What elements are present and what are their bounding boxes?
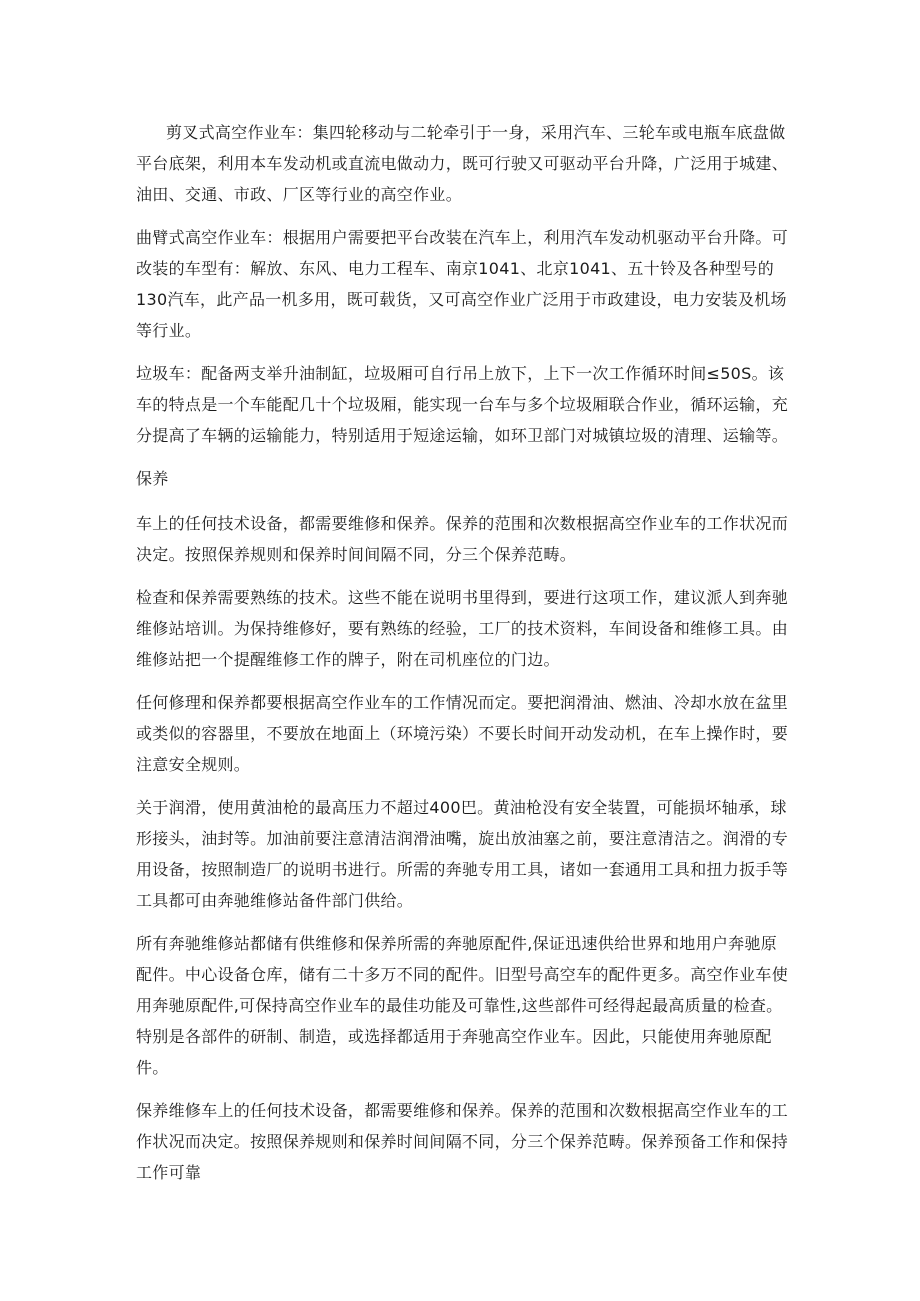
paragraph-lubrication: 关于润滑，使用黄油枪的最高压力不超过400巴。黄油枪没有安全装置，可能损坏轴承，球形接头，油封等。加油前要注意清洁润滑油嘴，旋出放油塞之前，要注意清洁之。润滑的专用设备，按照制造厂的说明书进行。所需的奔驰专用工具，诸如一套通用工具和扭力扳手等工具都可由奔驰维修站备件部门供给。 xyxy=(136,798,789,910)
paragraph-scissor-lift-truck: 剪叉式高空作业车：集四轮移动与二轮牵引于一身，采用汽车、三轮车或电瓶车底盘做平台底架，利用本车发动机或直流电做动力，既可行驶又可驱动平台升降，广泛用于城建、油田、交通、市政、厂区等行业的高空作业。 xyxy=(136,123,789,204)
paragraph-maintenance-repair: 保养维修车上的任何技术设备，都需要维修和保养。保养的范围和次数根据高空作业车的工作状况而决定。按照保养规则和保养时间间隔不同，分三个保养范畴。保养预备工作和保持工作可靠 xyxy=(136,1101,789,1182)
paragraph-original-parts: 所有奔驰维修站都储有供维修和保养所需的奔驰原配件,保证迅速供给世界和地用户奔驰原配件。中心设备仓库，储有二十多万不同的配件。旧型号高空车的配件更多。高空作业车使用奔驰原配件,可保持高空作业车的最佳功能及可靠性,这些部件可经得起最高质量的检查。特别是各部件的研制、制造，或选择都适用于奔驰高空作业车。因此，只能使用奔驰原配件。 xyxy=(136,934,789,1077)
paragraph-garbage-truck: 垃圾车：配备两支举升油制缸，垃圾厢可自行吊上放下，上下一次工作循环时间≤50S。该车的特点是一个车能配几十个垃圾厢，能实现一台车与多个垃圾厢联合作业，循环运输，充分提高了车辆的运输能力，特别适用于短途运输，如环卫部门对城镇垃圾的清理、运输等。 xyxy=(136,364,789,445)
paragraph-repair-safety: 任何修理和保养都要根据高空作业车的工作情况而定。要把润滑油、燃油、冷却水放在盆里或类似的容器里，不要放在地面上（环境污染）不要长时间开动发动机，在车上操作时，要注意安全规则。 xyxy=(136,693,789,774)
document-body xyxy=(136,117,791,1200)
section-heading-maintenance: 保养 xyxy=(136,469,169,488)
paragraph-maintenance-scope: 车上的任何技术设备，都需要维修和保养。保养的范围和次数根据高空作业车的工作状况而决定。按照保养规则和保养时间间隔不同，分三个保养范畴。 xyxy=(136,514,789,564)
paragraph-articulated-boom-truck: 曲臂式高空作业车：根据用户需要把平台改装在汽车上，利用汽车发动机驱动平台升降。可改装的车型有：解放、东风、电力工程车、南京1041、北京1041、五十铃及各种型号的130汽车，此产品一机多用，既可载货，又可高空作业广泛用于市政建设，电力安装及机场等行业。 xyxy=(136,228,789,340)
paragraph-maintenance-skills: 检查和保养需要熟练的技术。这些不能在说明书里得到，要进行这项工作，建议派人到奔驰维修站培训。为保持维修好，要有熟练的经验，工厂的技术资料，车间设备和维修工具。由维修站把一个提醒维修工作的牌子，附在司机座位的门边。 xyxy=(136,588,789,669)
